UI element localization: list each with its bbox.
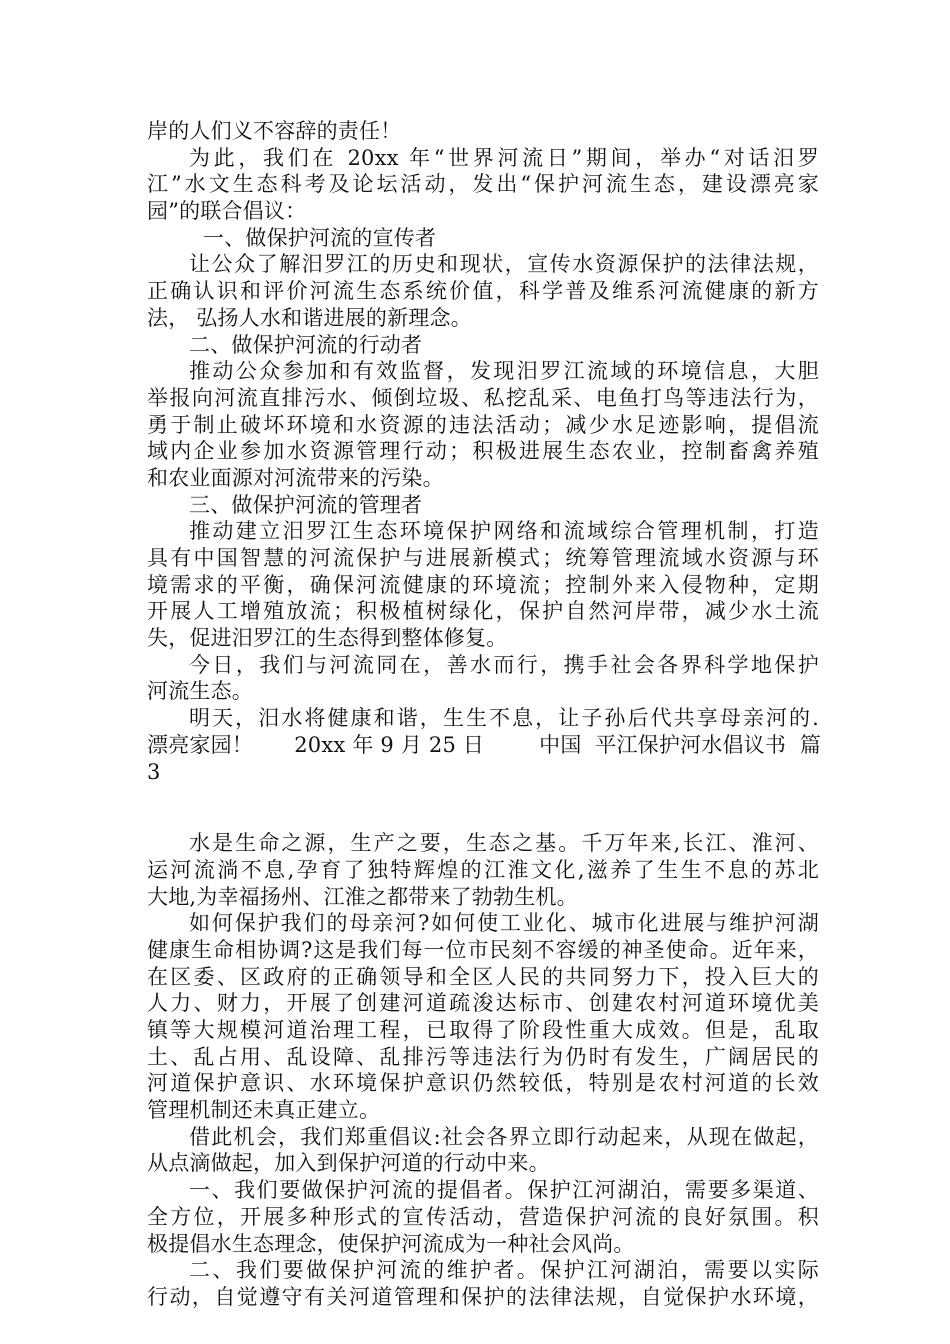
section-heading: 二、做保护河流的行动者 bbox=[189, 332, 423, 357]
paragraph-line: 为此，我们在 20xx 年“世界河流日”期间，举办“对话汨罗 bbox=[189, 145, 819, 170]
paragraph-line: 失，促进汨罗江的生态得到整体修复。 bbox=[147, 626, 508, 651]
paragraph-line: 举报向河流直排污水、倾倒垃圾、私挖乱采、电鱼打鸟等违法行为， bbox=[147, 385, 819, 410]
paragraph-line: 正确认识和评价河流生态系统价值，科学普及维系河流健康的新方 bbox=[147, 279, 819, 304]
section-number: 3 bbox=[147, 759, 161, 784]
paragraph-line: 法， 弘扬人水和谐进展的新理念。 bbox=[147, 305, 472, 330]
paragraph-line: 园”的联合倡议： bbox=[147, 199, 307, 224]
paragraph-line: 管理机制还未真正建立。 bbox=[147, 1098, 381, 1123]
paragraph-line: 开展人工增殖放流；积极植树绿化，保护自然河岸带，减少水土流 bbox=[147, 599, 819, 624]
paragraph-line: 一、我们要做保护河流的提倡者。保护江河湖泊，需要多渠道、 bbox=[189, 1178, 819, 1203]
paragraph-line: 人力、财力，开展了创建河道疏浚达标市、创建农村河道环境优美 bbox=[147, 991, 819, 1016]
paragraph-line: 如何保护我们的母亲河?如何使工业化、城市化进展与维护河湖 bbox=[189, 911, 819, 936]
paragraph-line: 大地,为幸福扬州、江淮之都带来了勃勃生机。 bbox=[147, 884, 578, 909]
paragraph-line: 域内企业参加水资源管理行动；积极进展生态农业，控制畜禽养殖 bbox=[147, 439, 819, 464]
paragraph-line: 土、乱占用、乱设障、乱排污等违法行为仍时有发生，广阔居民的 bbox=[147, 1044, 819, 1069]
paragraph-line: 从点滴做起，加入到保护河道的行动中来。 bbox=[147, 1151, 550, 1176]
paragraph-line: 二、我们要做保护河流的维护者。保护江河湖泊，需要以实际 bbox=[189, 1258, 819, 1283]
paragraph-line: 全方位，开展多种形式的宣传活动，营造保护河流的良好氛围。积 bbox=[147, 1204, 819, 1229]
paragraph-line: 河道保护意识、水环境保护意识仍然较低，特别是农村河道的长效 bbox=[147, 1071, 819, 1096]
section-gap bbox=[147, 785, 819, 830]
section-heading: 三、做保护河流的管理者 bbox=[189, 492, 423, 517]
paragraph-line: 境需求的平衡，确保河流健康的环境流；控制外来入侵物种，定期 bbox=[147, 572, 819, 597]
paragraph-line: 江”水文生态科考及论坛活动，发出“保护河流生态，建设漂亮家 bbox=[147, 172, 819, 197]
paragraph-line: 健康生命相协调?这是我们每一位市民刻不容缓的神圣使命。近年来， bbox=[147, 937, 819, 962]
paragraph-line: 具有中国智慧的河流保护与进展新模式；统筹管理流域水资源与环 bbox=[147, 546, 819, 570]
paragraph-line: 勇于制止破坏环境和水资源的违法活动；减少水足迹影响，提倡流 bbox=[147, 412, 819, 437]
paragraph-line: 行动，自觉遵守有关河道管理和保护的法律法规，自觉保护水环境， bbox=[147, 1284, 819, 1309]
paragraph-line: 运河流淌不息,孕育了独特辉煌的江淮文化,滋养了生生不息的苏北 bbox=[147, 857, 819, 882]
paragraph-line: 推动建立汨罗江生态环境保护网络和流域综合管理机制，打造 bbox=[189, 519, 819, 544]
section-heading: 一、做保护河流的宣传者 bbox=[203, 225, 437, 250]
paragraph-line: 明天，汨水将健康和谐，生生不息，让子孙后代共享母亲河的. bbox=[189, 706, 819, 731]
paragraph-line: 河流生态。 bbox=[147, 679, 253, 704]
paragraph-line: 岸的人们义不容辞的责任！ bbox=[147, 119, 402, 143]
document-page bbox=[147, 118, 822, 1311]
paragraph-line: 镇等大规模河道治理工程，已取得了阶段性重大成效。但是，乱取 bbox=[147, 1018, 819, 1042]
paragraph-line: 极提倡水生态理念，使保护河流成为一种社会风尚。 bbox=[147, 1231, 635, 1256]
paragraph-line: 水是生命之源，生产之要，生态之基。千万年来,长江、淮河、 bbox=[189, 831, 819, 856]
paragraph-line: 推动公众参加和有效监督，发现汨罗江流域的环境信息，大胆 bbox=[189, 359, 819, 384]
paragraph-line: 借此机会，我们郑重倡议:社会各界立即行动起来，从现在做起， bbox=[189, 1124, 819, 1149]
paragraph-line: 让公众了解汨罗江的历史和现状，宣传水资源保护的法律法规， bbox=[189, 252, 819, 277]
paragraph-line: 今日，我们与河流同在，善水而行，携手社会各界科学地保护 bbox=[189, 652, 819, 677]
paragraph-line: 在区委、区政府的正确领导和全区人民的共同努力下，投入巨大的 bbox=[147, 964, 819, 989]
paragraph-line: 和农业面源对河流带来的污染。 bbox=[147, 465, 444, 490]
date-signature-line: 漂亮家园！ 20xx 年 9 月 25 日 中国 平江保护河水倡议书 篇 bbox=[147, 732, 822, 757]
